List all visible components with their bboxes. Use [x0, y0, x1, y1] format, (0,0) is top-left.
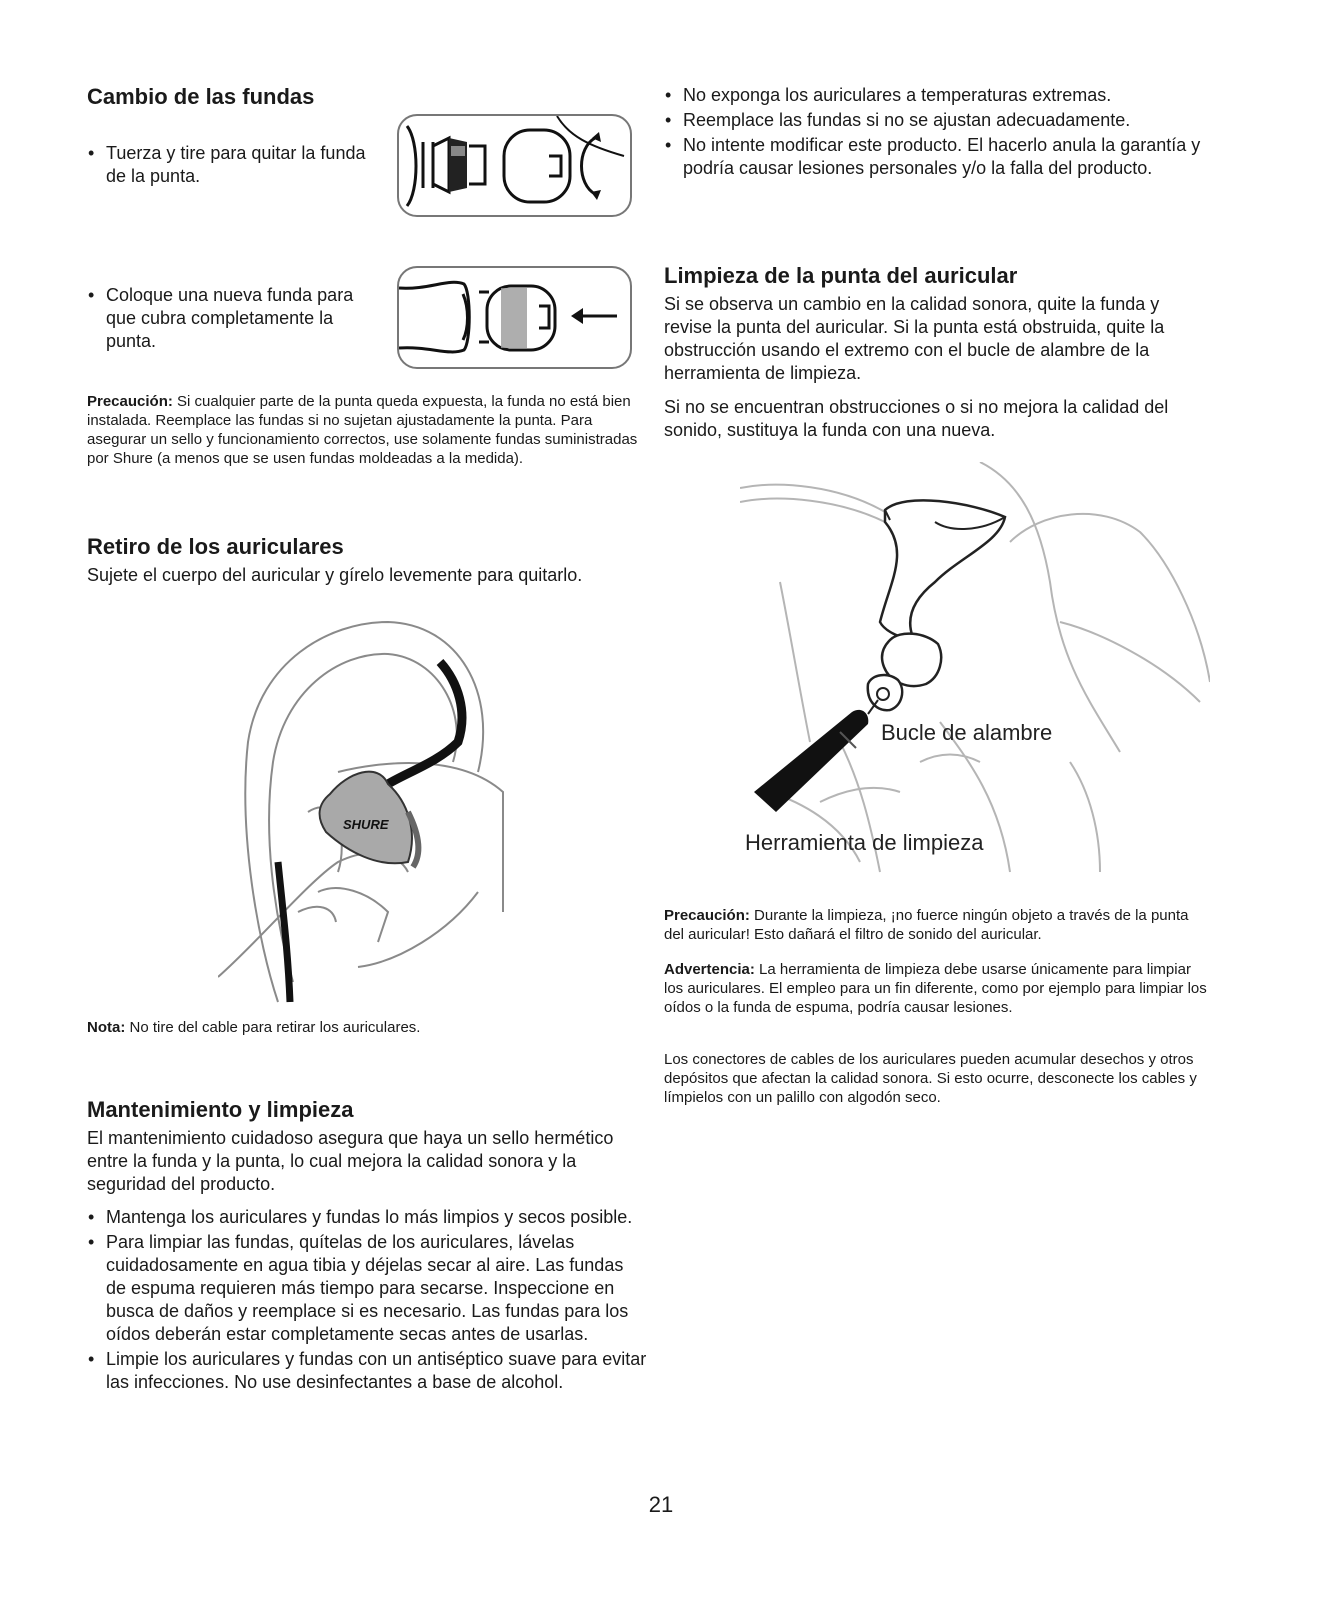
warning-label: Advertencia: — [664, 961, 755, 978]
earphone-removal-illustration — [218, 612, 508, 1012]
list-item: • Tuerza y tire para quitar la funda de la punta. — [87, 142, 387, 188]
remove-sleeve-illustration — [399, 116, 630, 215]
mantenimiento-bullet-list — [87, 1206, 647, 1396]
caution-label: Precaución: — [664, 907, 750, 924]
cambio-bullet-list-1 — [87, 142, 387, 190]
retiro-heading: Retiro de los auriculares — [87, 534, 344, 559]
earphone-removal-figure — [218, 612, 508, 1012]
list-item: • No intente modificar este producto. El hacerlo anula la garantía y podría causar lesiones personales y/o la falla del producto. — [664, 134, 1209, 180]
list-item: • Para limpiar las fundas, quítelas de los auriculares, lávelas cuidadosamente en agua tibia y déjelas secar al aire. Las fundas de espuma requieren más tiempo para secarse. Inspeccione en busca de daños y reemplace si es necesario. Las fundas para los oídos deberán estar completamente secas antes de usarlas. — [87, 1231, 647, 1346]
cambio-caution — [87, 392, 647, 468]
mantenimiento-heading: Mantenimiento y limpieza — [87, 1097, 354, 1122]
list-item: • No exponga los auriculares a temperaturas extremas. — [664, 84, 1209, 107]
list-item: • Mantenga los auriculares y fundas lo más limpios y secos posible. — [87, 1206, 647, 1229]
caution-text: Durante la limpieza, ¡no fuerce ningún objeto a través de la punta del auricular! Esto dañará el filtro de sonido del auricular. — [664, 907, 1189, 943]
caution-label: Precaución: — [87, 393, 173, 410]
cleaning-tool-illustration — [740, 462, 1210, 882]
retiro-text: Sujete el cuerpo del auricular y gírelo levemente para quitarlo. — [87, 565, 583, 585]
limpieza-paragraph-2: Si no se encuentran obstrucciones o si no mejora la calidad del sonido, sustituya la funda con una nueva. — [664, 397, 1169, 440]
note-text: No tire del cable para retirar los auriculares. — [125, 1019, 421, 1036]
caution-text: Si cualquier parte de la punta queda expuesta, la funda no está bien instalada. Reemplace las fundas si no sujetan ajustadamente la punta. Para asegurar un sello y funcionamiento correctos, use solamente fundas suministradas por Shure (a menos que se usen fundas moldeadas a la medida). — [87, 393, 638, 467]
list-item: • Coloque una nueva funda para que cubra completamente la punta. — [87, 284, 382, 353]
connectors-note: Los conectores de cables de los auriculares pueden acumular desechos y otros depósitos que afectan la calidad sonora. Si esto ocurre, desconecte los cables y límpielos con un palillo con algodón seco. — [664, 1051, 1197, 1106]
limpieza-paragraph-1: Si se observa un cambio en la calidad sonora, quite la funda y revise la punta del auricular. Si la punta está obstruida, quite la obstrucción usando el extremo con el bucle de alambre de la herramienta de limpieza. — [664, 294, 1165, 383]
wire-loop-label: Bucle de alambre — [881, 720, 1053, 745]
retiro-note — [87, 1018, 647, 1037]
note-label: Nota: — [87, 1019, 126, 1036]
page-number: 21 — [648, 1492, 674, 1517]
limpieza-caution — [664, 906, 1209, 944]
cleaning-tool-figure — [740, 462, 1210, 882]
list-item: • Limpie los auriculares y fundas con un antiséptico suave para evitar las infecciones. No use desinfectantes a base de alcohol. — [87, 1348, 647, 1394]
list-item: • Reemplace las fundas si no se ajustan adecuadamente. — [664, 109, 1209, 132]
care-bullet-list — [664, 84, 1209, 182]
mantenimiento-intro: El mantenimiento cuidadoso asegura que haya un sello hermético entre la funda y la punta, lo cual mejora la calidad sonora y la seguridad del producto. — [87, 1128, 614, 1194]
remove-sleeve-figure — [397, 114, 632, 217]
shure-logo: SHURE — [343, 817, 389, 832]
install-sleeve-figure — [397, 266, 632, 369]
limpieza-heading: Limpieza de la punta del auricular — [664, 263, 1018, 288]
warning-text: La herramienta de limpieza debe usarse únicamente para limpiar los auriculares. El empleo para un fin diferente, como por ejemplo para limpiar los oídos o la funda de espuma, podría causar lesiones. — [664, 961, 1207, 1016]
cambio-heading: Cambio de las fundas — [87, 84, 315, 109]
install-sleeve-illustration — [399, 268, 630, 367]
cambio-bullet-list-2 — [87, 284, 382, 355]
limpieza-warning — [664, 960, 1209, 1017]
cleaning-tool-label: Herramienta de limpieza — [745, 830, 984, 855]
